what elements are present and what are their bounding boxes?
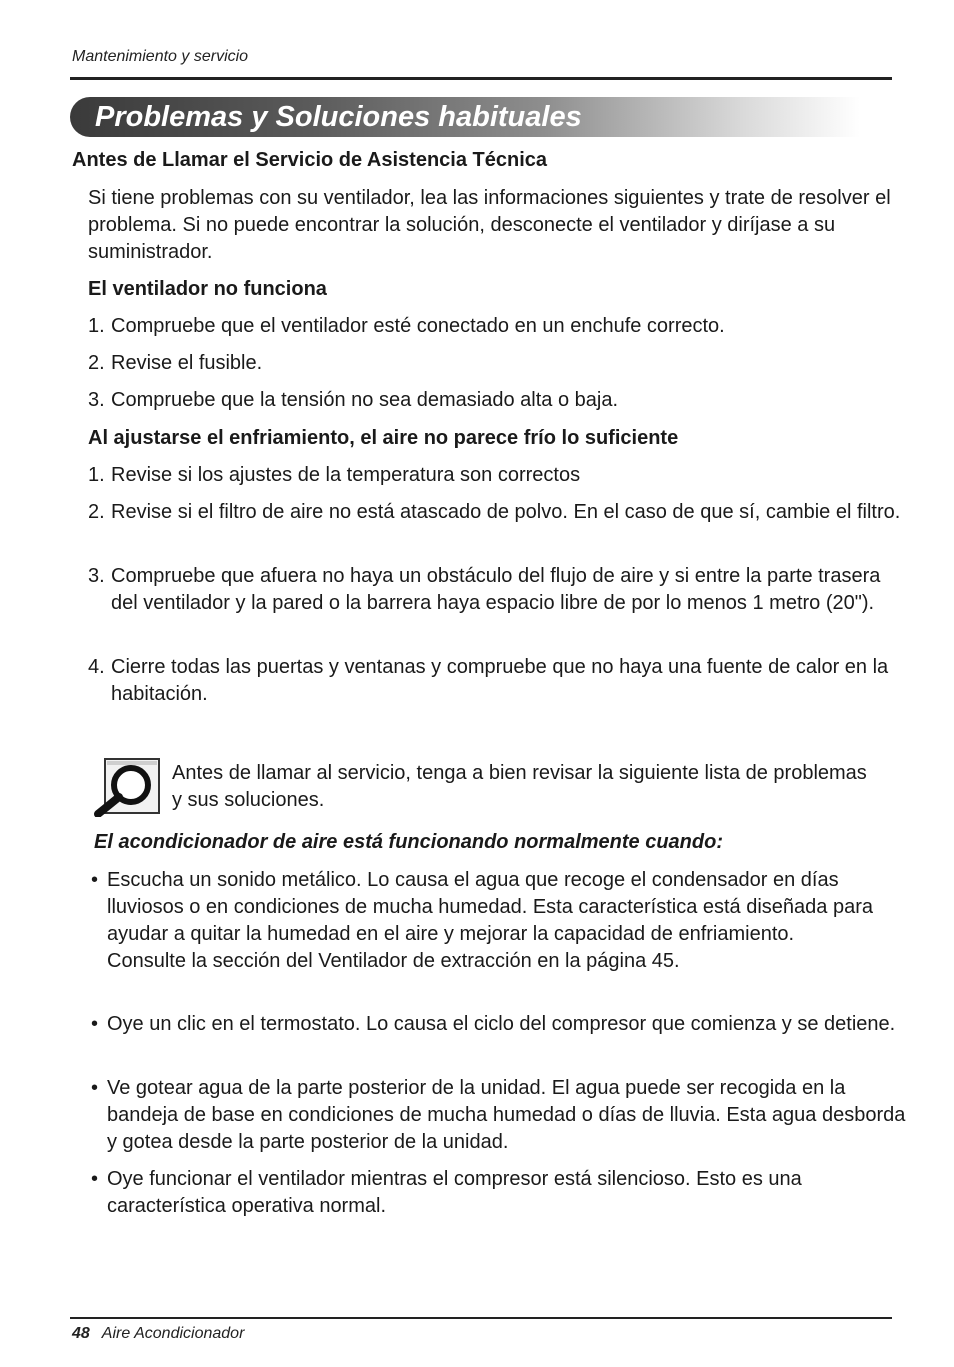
normal-operation-heading: El acondicionador de aire está funcionando normalmente cuando: [94,831,723,853]
bullet-mark: • [91,1013,99,1035]
bullet-item [91,1011,913,1038]
bullet-text: Oye un clic en el termostato. Lo causa el ciclo del compresor que comienza y se detiene. [107,1013,896,1035]
note-text: Antes de llamar al servicio, tenga a bien revisar la siguiente lista de problemas y sus soluciones. [172,762,867,811]
product-name: Aire Acondicionador [101,1325,245,1342]
bullet-item [91,1166,913,1220]
list-text: Revise si los ajustes de la temperatura son correctos [111,464,581,486]
list-item [88,499,908,526]
list-item [88,462,908,489]
list-item [88,313,908,340]
list-text: Compruebe que afuera no haya un obstáculo del flujo de aire y si entre la parte trasera del ventilador y la pared o la barrera haya espacio libre de por lo menos 1 metro (20"). [111,565,881,614]
bullet-extra-text: Consulte la sección del Ventilador de extracción en la página 45. [107,950,680,972]
magnifier-icon [93,757,161,817]
list-text: Revise el fusible. [111,352,263,374]
page-footer [72,1325,244,1343]
page-number: 48 [72,1325,90,1342]
intro-paragraph: Si tiene problemas con su ventilador, lea las informaciones siguientes y trate de resolver el problema. Si no puede encontrar la solución, desconecte el ventilador y diríjase a su suministrador. [88,187,891,263]
list-text: Cierre todas las puertas y ventanas y compruebe que no haya una fuente de calor en la habitación. [111,656,889,705]
header-divider [70,77,892,80]
not-cold-heading: Al ajustarse el enfriamiento, el aire no parece frío lo suficiente [88,427,679,449]
bullet-mark: • [91,1077,99,1099]
list-number: 1. [88,315,105,337]
not-working-heading: El ventilador no funciona [88,278,327,300]
list-number: 3. [88,565,105,587]
list-number: 1. [88,464,105,486]
bullet-text: Oye funcionar el ventilador mientras el compresor está silencioso. Esto es una característica operativa normal. [107,1168,802,1217]
list-text: Compruebe que la tensión no sea demasiado alta o baja. [111,389,619,411]
section-header: Mantenimiento y servicio [72,48,249,65]
list-number: 3. [88,389,105,411]
list-text: Revise si el filtro de aire no está atascado de polvo. En el caso de que sí, cambie el filtro. [111,501,901,523]
list-number: 2. [88,352,105,374]
list-item [88,350,908,377]
list-item [88,387,908,414]
bullet-mark: • [91,1168,99,1190]
bullet-mark: • [91,869,99,891]
list-number: 4. [88,656,105,678]
bullet-text: Ve gotear agua de la parte posterior de la unidad. El agua puede ser recogida en la bandeja de base en condiciones de mucha humedad o días de lluvia. Esta agua desborda y gotea desde la parte posterior de la unidad. [107,1077,906,1153]
list-item [88,563,908,617]
list-item [88,654,908,708]
intro-heading: Antes de Llamar el Servicio de Asistencia Técnica [72,149,548,171]
bullet-item [91,867,913,975]
bullet-item [91,1075,913,1156]
list-text: Compruebe que el ventilador esté conectado en un enchufe correcto. [111,315,725,337]
list-number: 2. [88,501,105,523]
page-title-bar [70,97,860,137]
footer-divider [70,1317,892,1319]
bullet-text: Escucha un sonido metálico. Lo causa el agua que recoge el condensador en días lluviosos o en condiciones de mucha humedad. Esta característica está diseñada para ayudar a quitar la humedad en el aire y mejorar la capacidad de enfriamiento. [107,869,874,945]
page-title: Problemas y Soluciones habituales [95,101,582,133]
